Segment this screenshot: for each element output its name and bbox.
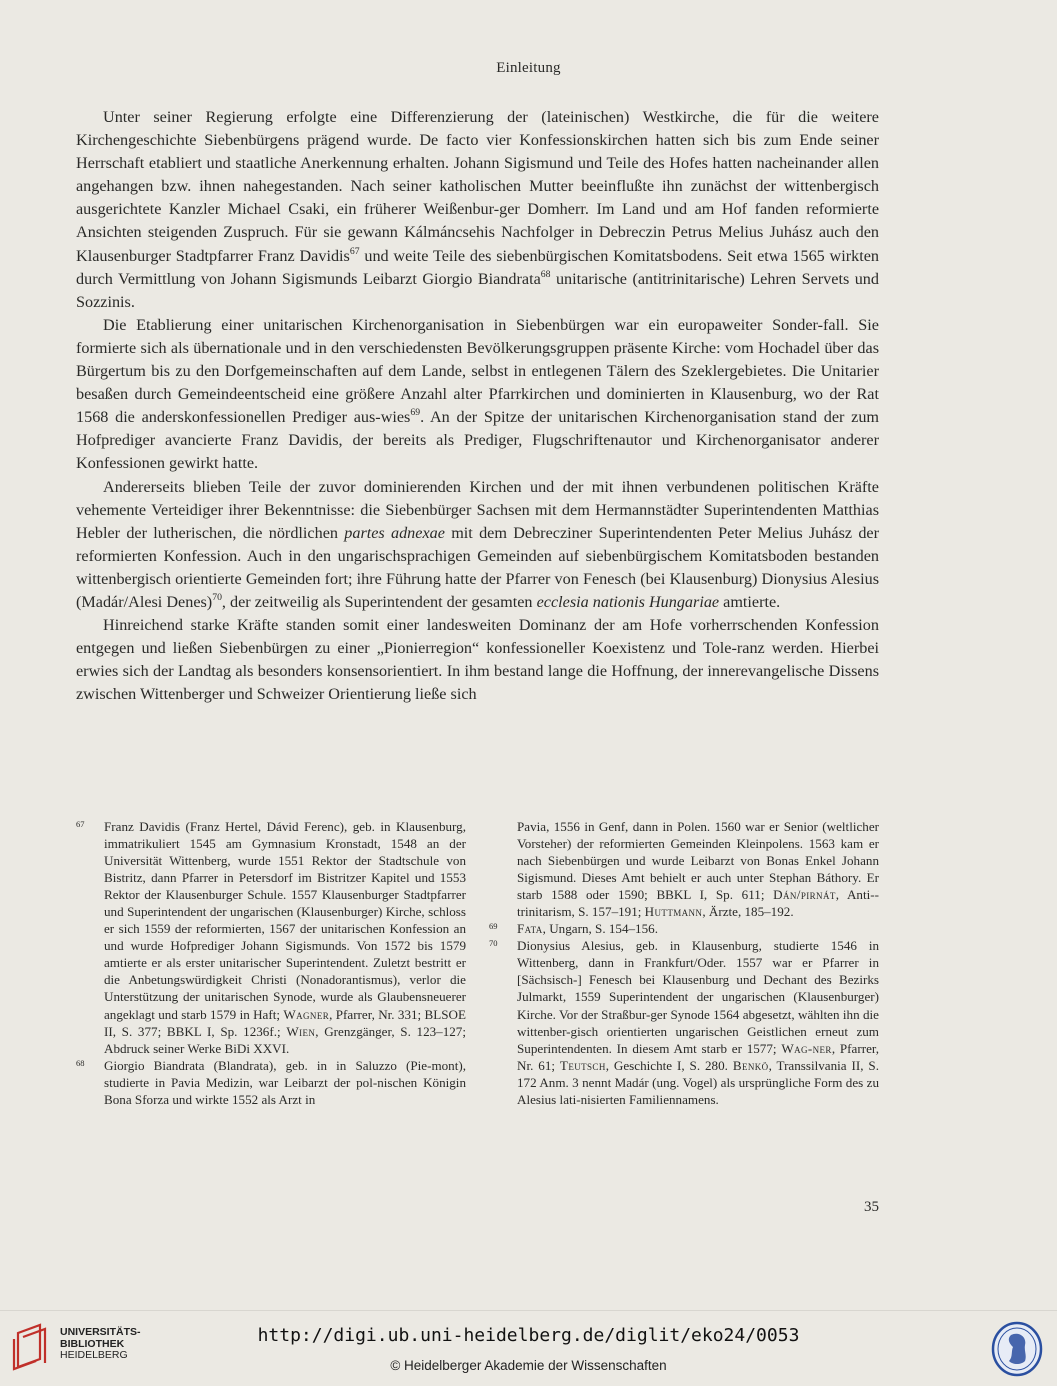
viewer-footer [0, 1310, 1057, 1386]
footnote-68-continued: Pavia, 1556 in Genf, dann in Polen. 1560 war er Senior (weltlicher Vorsteher) der reformierten Gemeinden Kleinpolens. 1563 kam er nach Siebenbürgen und wurde Leibarzt von Bonas Enkel Johann Sigismund. Dieses Amt behielt er auch unter Stephan Báthory. Er starb 1588 oder 1590; BBKL I, Sp. 611; Dán/pirnát, Anti-trinitarism, S. 157–191; Huttmann, Ärzte, 185–192. [517, 819, 879, 920]
footnote-column-left [76, 818, 466, 1108]
paragraph: Andererseits blieben Teile der zuvor dominierenden Kirchen und der mit ihnen verbundenen politischen Kräfte vehemente Verteidiger ihrer Bekenntnisse: die Siebenbürger Sachsen mit dem Hermannstädter Superintendenten Matthias Hebler der lutherischen, die nördlichen partes adnexae mit dem Debrecziner Superintendenten Peter Melius Juhász der reformierten Konfession. Auch in den ungarischsprachigen Gemeinden auf siebenbürgischem Komitatsboden bestanden wittenbergisch orientierte Gemeinden fort; ihre Führung hatte der Pfarrer von Fenesch (bei Klausenburg) Dionysius Alesius (Madár/Alesi Denes)$^{70}$, der zeitweilig als Superintendent der gesamten ecclesia nationis Hungariae amtierte. [76, 477, 880, 611]
footnote-ref[interactable]: 67 [349, 245, 360, 257]
footnote-ref[interactable]: 70 [212, 592, 222, 604]
footnote-ref[interactable]: 68 [540, 268, 551, 280]
copyright-notice: © Heidelberger Akademie der Wissenschaften [390, 1358, 667, 1373]
paragraph: Unter seiner Regierung erfolgte eine Differenzierung der (lateinischen) Westkirche, die für die weitere Kirchengeschichte Siebenbürgens prägend wurde. De facto vier Konfessionskirchen hatten sich bis zum Ende seiner Herrschaft etabliert und staatliche Anerkennung erhalten. Johann Sigismund und Teile des Hofes hatten nacheinander allen angehangen bzw. ihnen nahegestanden. Nach seiner katholischen Mutter beeinflußte ihn zunächst der wittenbergisch ausgerichtete Kanzler Michael Csaki, ein früherer Weißenbur-ger Domherr. Im Land und am Hof fanden reformierte Ansichten steigenden Zuspruch. Für sie gewann Kálmáncsehis Nachfolger in Debreczin Petrus Melius Juhász auch den Klausenburger Stadtpfarrer Franz Davidis$^{67}$ und weite Teile des siebenbürgischen Komitatsbodens. Seit etwa 1565 wirkten durch Vermittlung von Johann Sigismunds Leibarzt Giorgio Biandrata$^{68}$ unitarische (antitrinitarische) Lehren Servets und Sozzinis. [76, 108, 880, 311]
body-text [76, 106, 879, 706]
paragraph: Die Etablierung einer unitarischen Kirchenorganisation in Siebenbürgen war ein europaweiter Sonder-fall. Sie formierte sich als übernationale und in den verschiedensten Bevölkerungsgruppen präsente Kirche: vom Hochadel über das Bürgertum bis zu den Dorfgemeinschaften auf dem Lande, selbst in entlegenen Tälern des Szeklergebietes. Die Unitarier besaßen durch Gemeindeentscheid eine größere Anzahl alter Pfarrkirchen und dominierten in Klausenburg, wo der Rat 1568 die anderskonfessionellen Prediger aus-wies$^{69}$. An der Spitze der unitarischen Kirchenorganisation stand der zum Hofprediger avancierte Franz Davidis, der bereits als Prediger, Flugschriftenautor und Kirchenorganisator anderer Konfessionen gewirkt hatte. [76, 315, 880, 473]
footnotes [76, 818, 879, 1108]
paragraph: Hinreichend starke Kräfte standen somit einer landesweiten Dominanz der am Hofe vorherrschenden Konfession entgegen und ließen Siebenbürgen zu einer „Pionierregion“ konfessioneller Koexistenz und Tole-ranz werden. Hierbei erwies sich der Landtag als besonders konsensorientiert. In ihm bestand lange die Hoffnung, der innerevangelische Dissens zwischen Wittenberger und Schweizer Orientierung ließe sich [76, 616, 879, 704]
footnote-ref[interactable]: 69 [410, 407, 421, 419]
page-url[interactable]: http://digi.ub.uni-heidelberg.de/diglit/eko24/0053 [257, 1325, 800, 1346]
footnote-column-right [489, 818, 879, 1108]
library-name[interactable]: UNIVERSITÄTS- BIBLIOTHEK HEIDELBERG [60, 1326, 141, 1361]
running-head: Einleitung [496, 60, 561, 76]
footnote-69: 69 Fata, Ungarn, S. 154–156. [489, 921, 658, 937]
footnote-67: 67 Franz Davidis (Franz Hertel, Dávid Ferenc), geb. in Klausenburg, immatrikuliert 1545 am Gymnasium Kronstadt, 1548 an der Universität Wittenberg, wurde 1551 Rektor der Stadtschule von Bistritz, dann Pfarrer in Petersdorf im Bistritzer Kapitel und 1553 Rektor der Klausenburger Schule. 1557 Klausenburger Stadtpfarrer und Superintendent der ungarischen (Klausenburger) Kirche, schloss er sich 1559 der reformierten, 1567 der unitarischen Konfession an und wurde Hofprediger Johann Sigismunds. Von 1572 bis 1579 amtierte er als erster unitarischer Superintendent. Zuletzt bestritt er die Anbetungswürdigkeit Christi (Nonadorantismus), verlor die Unterstützung der unitarischen Synode, wurde als Glaubensneuerer angeklagt und starb 1579 in Haft; Wagner, Pfarrer, Nr. 331; BLSOE II, S. 377; BBKL I, Sp. 1236f.; Wien, Grenzgänger, S. 123–127; Abdruck seiner Werke BiDi XXVI. [76, 819, 466, 1056]
page-number: 35 [864, 1199, 879, 1215]
academy-seal-icon[interactable] [991, 1321, 1043, 1377]
footnote-68: 68 Giorgio Biandrata (Blandrata), geb. in in Saluzzo (Pie-mont), studierte in Pavia Medizin, war Leibarzt der pol-nischen Königin Bona Sforza und wirkte 1552 als Arzt in [76, 1057, 466, 1107]
footnote-70: 70 Dionysius Alesius, geb. in Klausenburg, studierte 1546 in Wittenberg, dann in Frankfurt/Oder. 1557 war er Pfarrer in [Sächsisch-] Fenesch bei Klausenburg und Dechant des Bezirks Julmarkt, 1559 Superintendent der ungarischen (Klausenburger) Kirche. Vor der Straßbur-ger Synode 1564 abgesetzt, wählten ihn die wittenber-gisch orientierten ungarischen Geistlichen erneut zum Superintendenten. In diesem Amt starb er 1577; Wag-ner, Pfarrer, Nr. 61; Teutsch, Geschichte I, S. 280. Benkö, Transsilvania II, S. 172 Anm. 3 nennt Madár (ung. Vogel) als ursprüngliche Form des zu Alesius lati-nisierten Familiennamens. [489, 938, 879, 1107]
